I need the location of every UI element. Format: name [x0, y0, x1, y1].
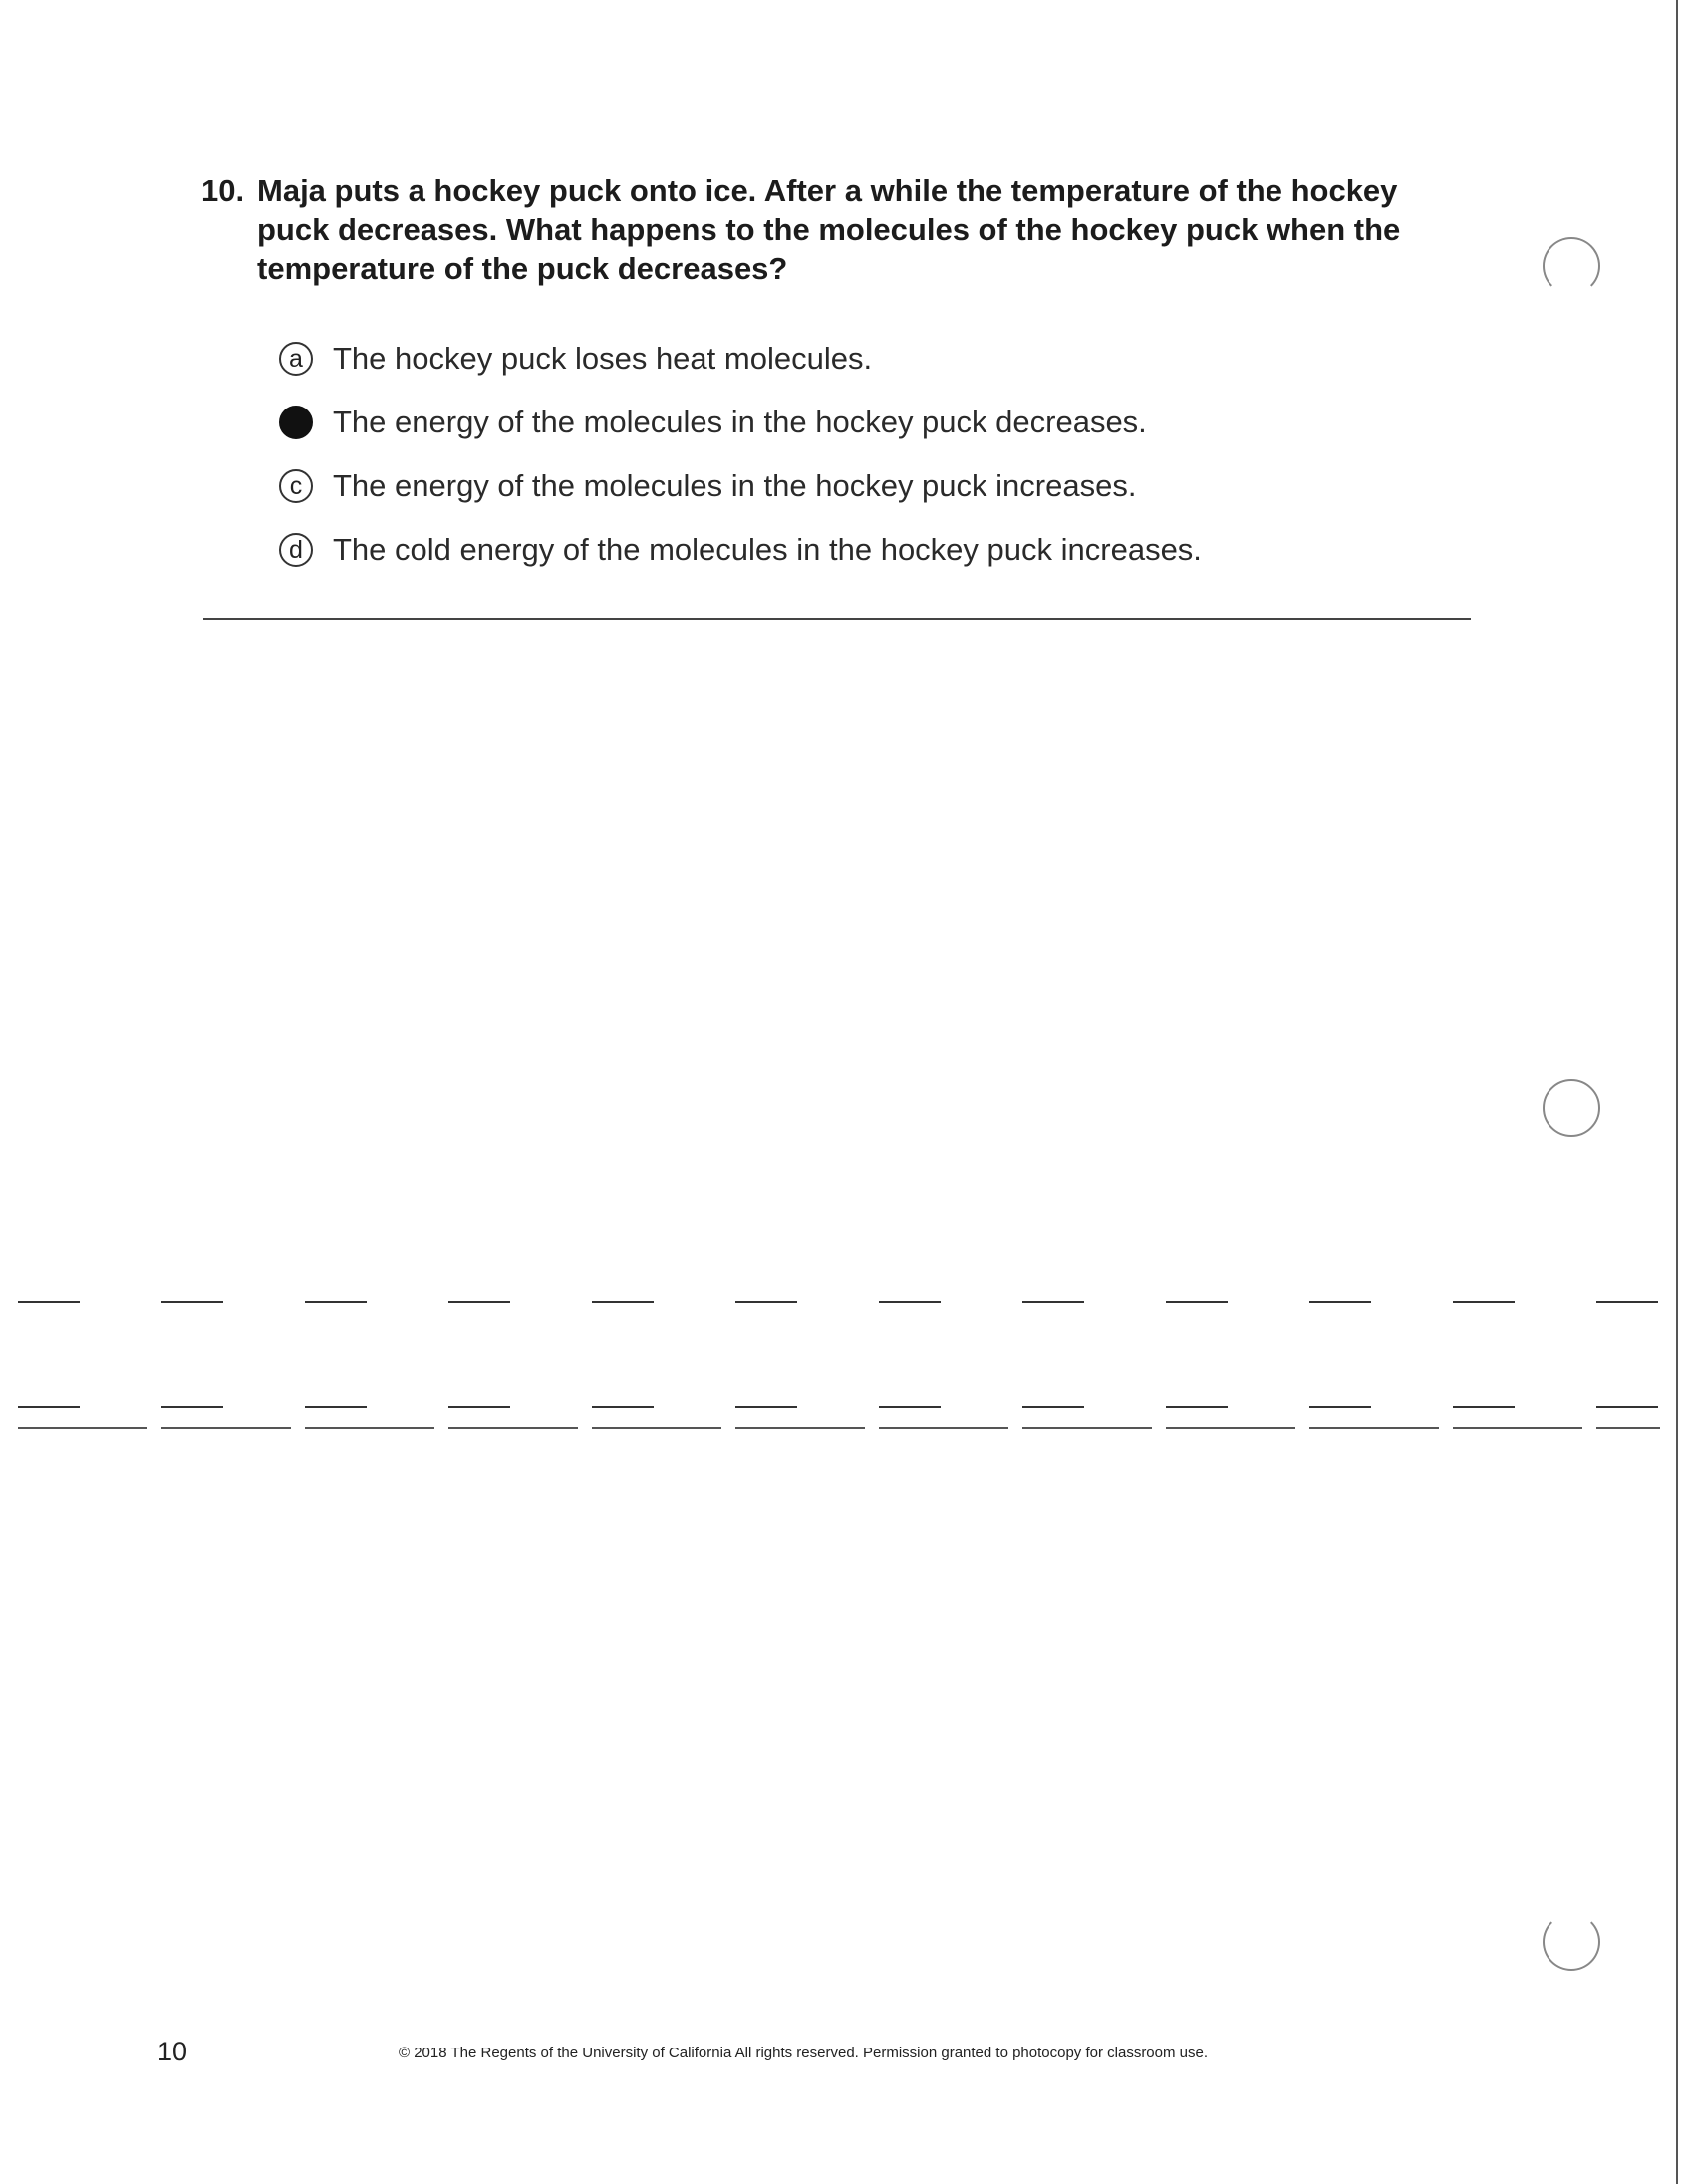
question-line-1: [201, 171, 1487, 210]
section-divider: [203, 618, 1471, 620]
choice-c-bubble[interactable]: c: [279, 469, 313, 503]
question-10: [201, 171, 1487, 288]
choice-c-text: The energy of the molecules in the hockey puck increases.: [333, 468, 1137, 503]
question-line-2: [201, 210, 1487, 249]
binder-hole-middle: [1543, 1079, 1600, 1137]
page-number: 10: [157, 2037, 188, 2066]
question-text-line: puck decreases. What happens to the molecules of the hockey puck when the: [257, 212, 1401, 247]
question-line-3: [201, 249, 1487, 288]
choice-a-bubble[interactable]: a: [279, 342, 313, 376]
choice-b-text: The energy of the molecules in the hockey puck decreases.: [333, 405, 1147, 439]
page-edge: [1676, 0, 1678, 2184]
binder-hole-top: [1543, 237, 1600, 295]
choice-b[interactable]: [279, 391, 1202, 454]
question-text-line: Maja puts a hockey puck onto ice. After a while the temperature of the hockey: [257, 173, 1398, 208]
choice-d[interactable]: [279, 518, 1202, 582]
answer-choices: [279, 327, 1202, 582]
scan-dashed-line: [18, 1301, 1660, 1303]
question-number: 10.: [201, 173, 245, 208]
choice-d-bubble[interactable]: d: [279, 533, 313, 567]
choice-b-bubble-filled[interactable]: [279, 406, 313, 439]
choice-d-text: The cold energy of the molecules in the hockey puck increases.: [333, 532, 1202, 567]
scan-dashed-line: [18, 1406, 1660, 1408]
choice-a-text: The hockey puck loses heat molecules.: [333, 341, 873, 376]
copyright-notice: © 2018 The Regents of the University of California All rights reserved. Permission granted to photocopy for classroom use.: [399, 2045, 1209, 2061]
choice-c[interactable]: [279, 454, 1202, 518]
scan-dashed-line: [18, 1427, 1660, 1429]
binder-hole-bottom: [1543, 1913, 1600, 1971]
choice-a[interactable]: [279, 327, 1202, 391]
question-text-line: temperature of the puck decreases?: [257, 251, 788, 286]
